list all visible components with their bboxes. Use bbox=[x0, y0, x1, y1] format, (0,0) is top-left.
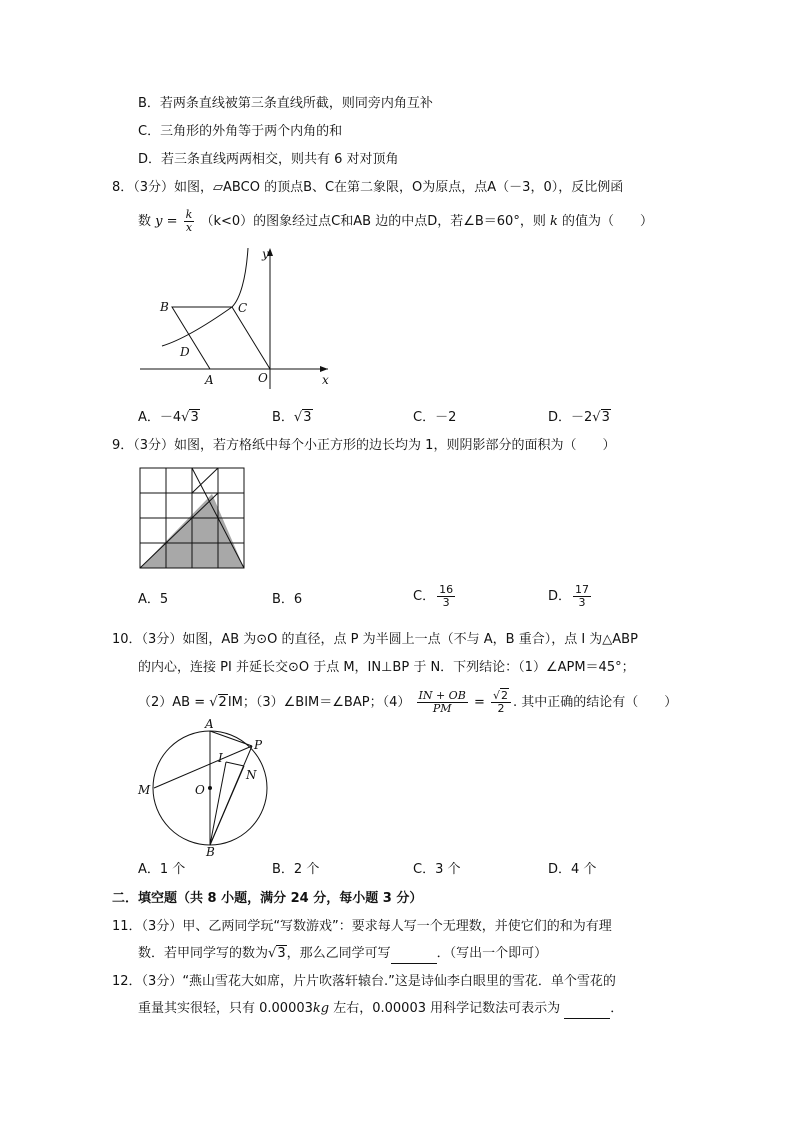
q10-label-a: A bbox=[205, 717, 214, 731]
q8-stem-line2 bbox=[138, 209, 653, 234]
section-heading: 二．填空题（共 8 小题，满分 24 分，每小题 3 分） bbox=[112, 891, 423, 906]
q9-option-a: A．5 bbox=[138, 592, 169, 607]
q9-grid-figure bbox=[138, 466, 248, 570]
q9-option-d: D． $\frac{17}{3}$ bbox=[548, 583, 590, 609]
q8-option-b: B．√3 bbox=[272, 408, 313, 428]
q8-frac-num: k bbox=[185, 208, 193, 221]
q8-text-post: （k<0）的图象经过点C和AB 边的中点D，若∠B＝60°，则 bbox=[200, 214, 546, 229]
q9-d-fraction: $\frac{17}{3}$ bbox=[575, 583, 590, 609]
q10-option-a: A．1 个 bbox=[138, 862, 186, 877]
q10-fraction-2: $\frac{√2}{2}$ bbox=[491, 690, 511, 715]
q11-stem-line2: 数．若甲同学写的数为√3，那么乙同学可写 ．（写出一个即可） bbox=[138, 944, 547, 964]
q10-stem-line1: 10．（3分）如图，AB 为⊙O 的直径，点 P 为半圆上一点（不与 A，B 重合），点 I 为△ABP bbox=[112, 632, 638, 647]
q8-option-d: D．－2√3 bbox=[548, 408, 611, 428]
sqrt-icon: √3 bbox=[592, 410, 610, 425]
q8-label-o: O bbox=[258, 371, 268, 385]
sqrt-icon: √2 bbox=[492, 689, 508, 702]
q10-label-i: I bbox=[218, 751, 223, 765]
q11-stem-line1: 11．（3分）甲、乙两同学玩“写数游戏”：要求每人写一个无理数，并使它们的和为有理 bbox=[112, 919, 612, 934]
q8-label-d: D bbox=[180, 345, 190, 359]
q7-option-d: D．若三条直线两两相交，则共有 6 对对顶角 bbox=[138, 152, 399, 167]
q9-c-fraction: $\frac{16}{3}$ bbox=[439, 583, 454, 609]
q10-stem-line3: （2）AB = √2IM；（3）∠BIM＝∠BAP；（4） $\frac{IN + OB}{PM}$ = $\frac{√2}{2}$ . 其中正确的结论有（ ） bbox=[138, 689, 678, 715]
sqrt-icon: √3 bbox=[181, 410, 199, 425]
q8-k: k bbox=[549, 214, 558, 229]
q9-stem: 9．（3分）如图，若方格纸中每个小正方形的边长均为 1，则阴影部分的面积为（ ） bbox=[112, 438, 616, 453]
q8-label-x: x bbox=[322, 373, 329, 387]
q8-text-end: 的值为（ ） bbox=[562, 214, 654, 229]
q7-option-b: B．若两条直线被第三条直线所截，则同旁内角互补 bbox=[138, 96, 433, 111]
q8-figure bbox=[140, 244, 340, 394]
q9-option-b: B．6 bbox=[272, 592, 303, 607]
sqrt-icon: √2 bbox=[209, 695, 227, 710]
q8-text: 数 bbox=[138, 214, 152, 229]
q9-option-c: C． $\frac{16}{3}$ bbox=[413, 583, 454, 609]
sqrt-icon: √3 bbox=[293, 410, 312, 425]
q8-frac-den: x bbox=[185, 221, 193, 234]
q8-stem-line1: 8．（3分）如图，▱ABCO 的顶点B、C在第二象限，O为原点，点A（－3，0），反比例函 bbox=[112, 180, 624, 195]
q8-label-a: A bbox=[205, 373, 214, 387]
q11-answer-blank[interactable] bbox=[391, 949, 437, 964]
q10-label-n: N bbox=[246, 768, 257, 782]
q10-option-c: C．3 个 bbox=[413, 862, 461, 877]
q10-option-d: D．4 个 bbox=[548, 862, 597, 877]
q12-stem-line2: 重量其实很轻，只有 0.00003kg 左右，0.00003 用科学记数法可表示为 ． bbox=[138, 999, 623, 1019]
sqrt-icon: √3 bbox=[268, 946, 286, 961]
q10-stem-line2: 的内心，连接 PI 并延长交⊙O 于点 M，IN⊥BP 于 N．下列结论：（1）∠APM＝45°； bbox=[138, 660, 635, 675]
q8-option-c: C．－2 bbox=[413, 410, 457, 425]
q12-stem-line1: 12．（3分）“燕山雪花大如席，片片吹落轩辕台.”这是诗仙李白眼里的雪花．单个雪花的 bbox=[112, 974, 616, 989]
q12-answer-blank[interactable] bbox=[564, 1004, 610, 1019]
q8-option-a: A．－4√3 bbox=[138, 408, 200, 428]
q10-label-b: B bbox=[206, 845, 215, 856]
q10-fraction-1: $\frac{IN + OB}{PM}$ bbox=[418, 689, 466, 715]
q8-label-c: C bbox=[238, 301, 248, 315]
q10-label-o: O bbox=[195, 783, 205, 797]
q10-circle-figure bbox=[132, 716, 282, 856]
q8-fn-y: y = bbox=[155, 214, 178, 229]
q7-option-c: C．三角形的外角等于两个内角的和 bbox=[138, 124, 343, 139]
q10-label-p: P bbox=[254, 738, 263, 752]
q8-label-y: y bbox=[262, 247, 269, 261]
q8-fraction bbox=[184, 209, 195, 234]
q10-option-b: B．2 个 bbox=[272, 862, 320, 877]
q10-label-m: M bbox=[138, 783, 151, 797]
q8-label-b: B bbox=[160, 300, 169, 314]
